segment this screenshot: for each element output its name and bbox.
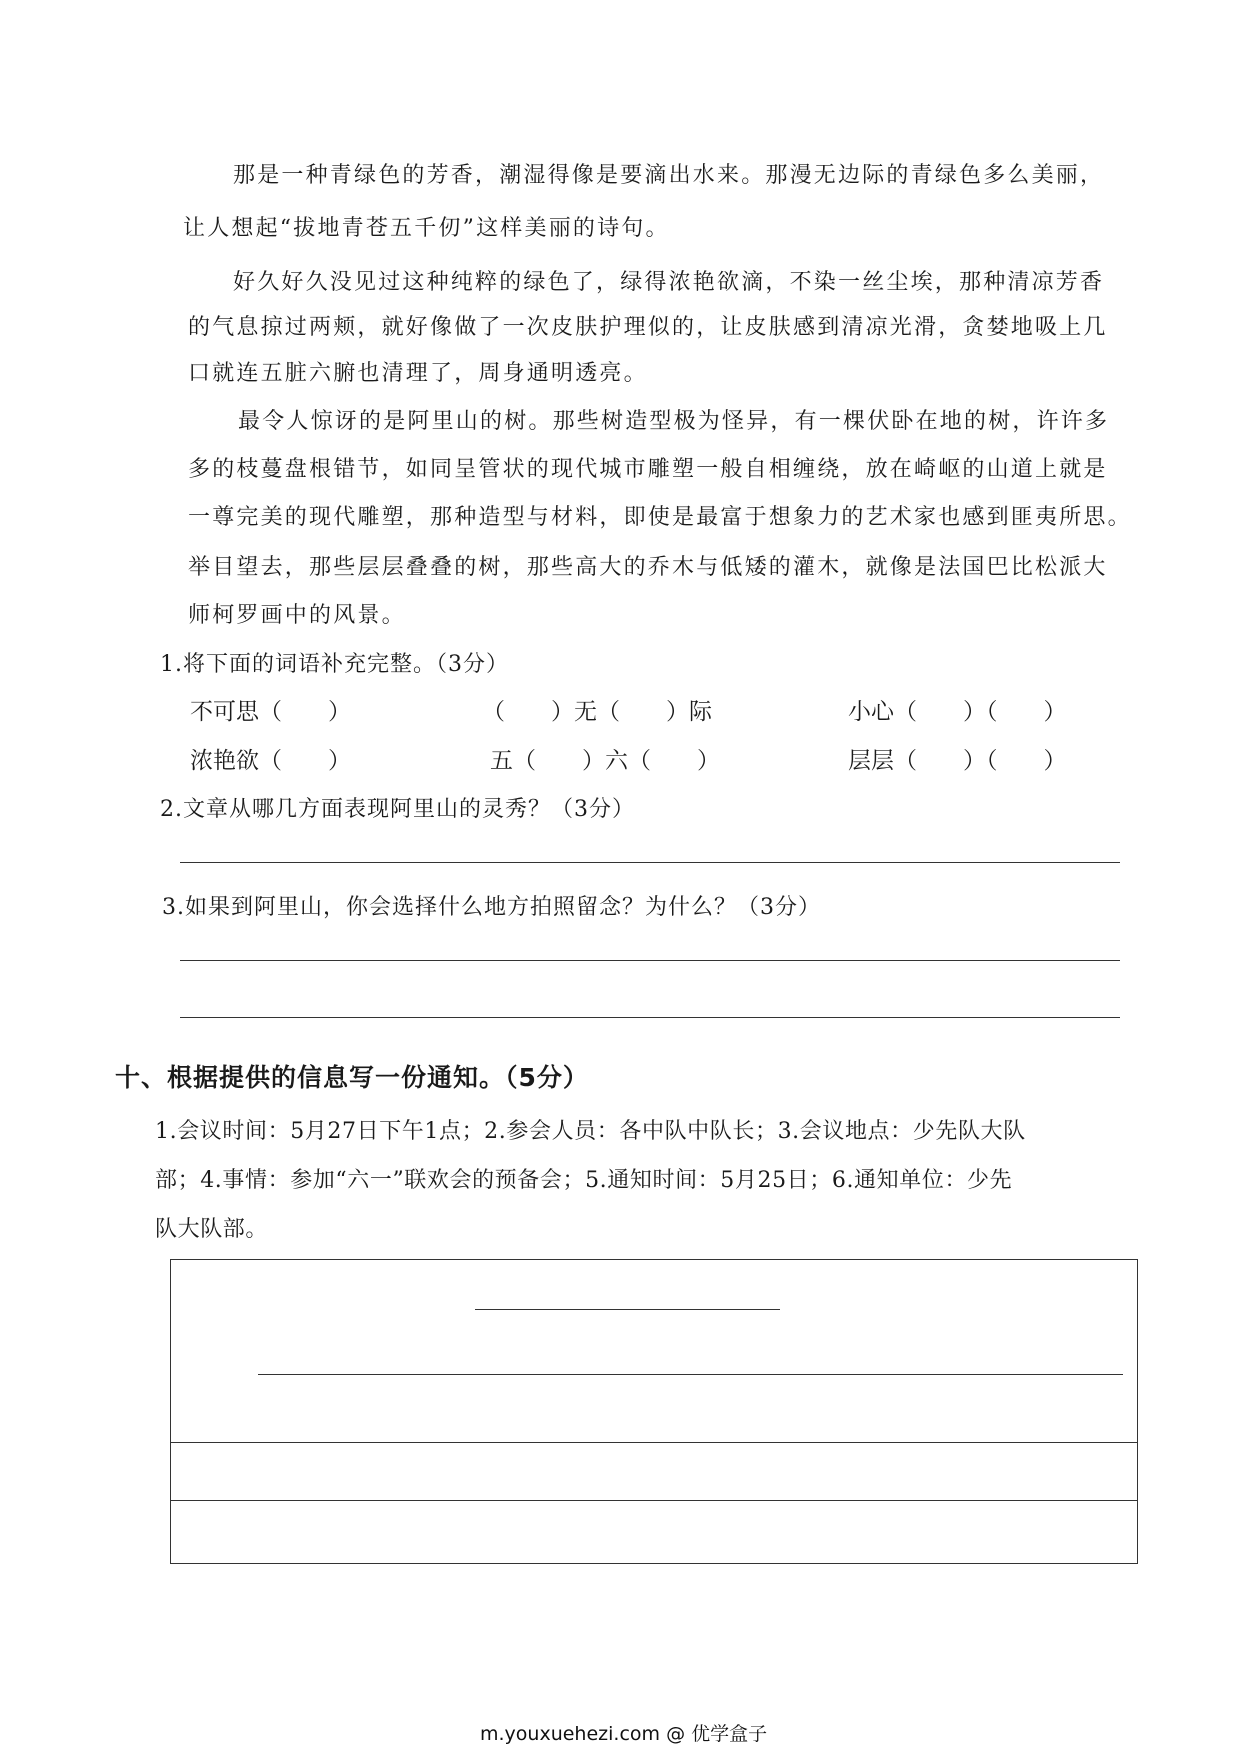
passage-line: 那是一种青绿色的芳香，潮湿得像是要滴出水来。那漫无边际的青绿色多么美丽， (233, 163, 1105, 188)
answer-line[interactable] (180, 862, 1120, 863)
notice-title-line[interactable] (475, 1309, 780, 1310)
info-line: 1.会议时间：5月27日下午1点；2.参会人员：各中队中队长；3.会议地点：少先队大队 (155, 1119, 1026, 1144)
fill-in-item[interactable]: 不可思（ ） (190, 699, 351, 725)
passage-line: 的气息掠过两颊，就好像做了一次皮肤护理似的，让皮肤感到清凉光滑，贪婪地吸上几 (188, 315, 1108, 340)
notice-writing-box[interactable] (170, 1259, 1138, 1564)
fill-in-item[interactable]: 层层（ ）（ ） (848, 748, 1067, 774)
answer-line[interactable] (180, 960, 1120, 961)
fill-in-item[interactable]: 小心（ ）（ ） (848, 699, 1067, 725)
fill-in-item[interactable]: 五（ ）六（ ） (490, 748, 720, 774)
question-3: 3.如果到阿里山，你会选择什么地方拍照留念？为什么？（3分） (162, 895, 821, 920)
passage-line: 让人想起“拔地青苍五千仞”这样美丽的诗句。 (183, 216, 670, 241)
notice-row-divider (170, 1500, 1138, 1501)
notice-row-divider (170, 1442, 1138, 1443)
notice-body-line[interactable] (258, 1374, 1123, 1375)
question-2: 2.文章从哪几方面表现阿里山的灵秀？（3分） (160, 797, 635, 822)
passage-line: 一尊完美的现代雕塑，那种造型与材料，即使是最富于想象力的艺术家也感到匪夷所思。 (188, 505, 1132, 530)
passage-line: 口就连五脏六腑也清理了，周身通明透亮。 (188, 361, 648, 386)
passage-line: 举目望去，那些层层叠叠的树，那些高大的乔木与低矮的灌木，就像是法国巴比松派大 (188, 555, 1108, 580)
passage-line: 好久好久没见过这种纯粹的绿色了，绿得浓艳欲滴，不染一丝尘埃，那种清凉芳香 (233, 270, 1105, 295)
passage-line: 最令人惊讶的是阿里山的树。那些树造型极为怪异，有一棵伏卧在地的树，许许多 (238, 409, 1110, 434)
question-1: 1.将下面的词语补充完整。（3分） (160, 652, 509, 677)
footer-watermark: m.youxuehezi.com @ 优学盒子 (480, 1723, 768, 1745)
info-line: 队大队部。 (155, 1217, 269, 1242)
fill-in-item[interactable]: （ ）无（ ）际 (482, 699, 712, 725)
passage-line: 多的枝蔓盘根错节，如同呈管状的现代城市雕塑一般自相缠绕，放在崎岖的山道上就是 (188, 457, 1108, 482)
passage-line: 师柯罗画中的风景。 (188, 603, 406, 628)
section-title: 十、根据提供的信息写一份通知。（5分） (115, 1063, 589, 1092)
answer-line[interactable] (180, 1017, 1120, 1018)
fill-in-item[interactable]: 浓艳欲（ ） (190, 748, 351, 774)
info-line: 部；4.事情：参加“六一”联欢会的预备会；5.通知时间：5月25日；6.通知单位：少先 (155, 1168, 1013, 1193)
